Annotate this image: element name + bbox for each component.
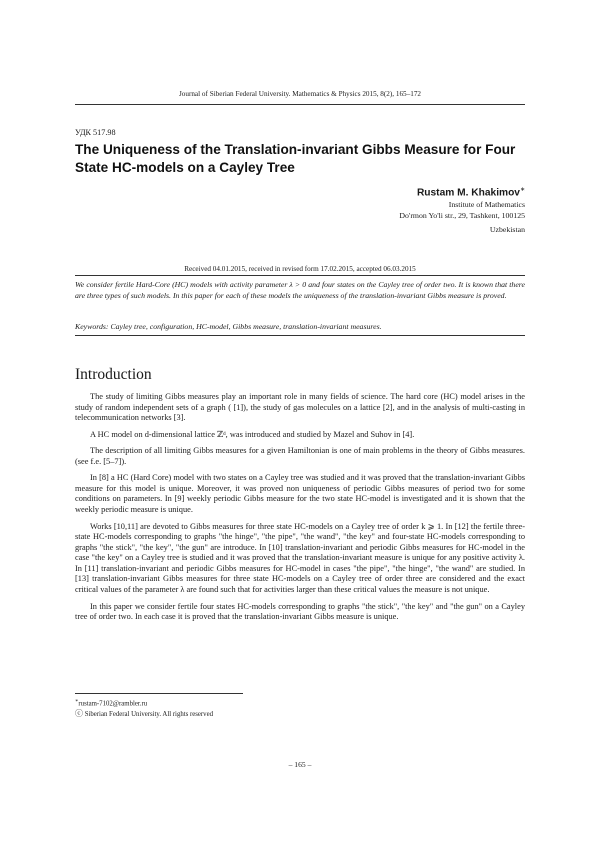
paragraph: In [8] a HC (Hard Core) model with two states on a Cayley tree was studied and it was proved that the translation-invariant Gibbs measure for this model is unique. Moreover, it was proved non uniqueness of periodic Gibbs measures of period two for some conditions on parameters. In [9] weekly periodic Gibbs measure for the two state HC-model is investigated and it is shown that the weekly periodic measure is unique. [75,473,525,515]
copyright-icon: ⓒ [75,709,83,719]
received-dates: Received 04.01.2015, received in revised form 17.02.2015, accepted 06.03.2015 [184,265,416,273]
journal-header: Journal of Siberian Federal University. Mathematics & Physics 2015, 8(2), 165–172 [178,90,422,98]
section-title: Introduction [75,366,152,383]
paragraph: The description of all limiting Gibbs measures for a given Hamiltonian is one of main problems in the theory of Gibbs measures. (see f.e. [5–7]). [75,446,525,466]
footnote-rule [75,693,243,694]
abstract: We consider fertile Hard-Core (HC) models with activity parameter λ > 0 and four states on the Cayley tree of order two. It is known that there are three types of such models. In this paper for each of these models the uniqueness of the translation-invariant Gibbs measure is proved. [75,280,525,301]
header-rule [75,104,525,105]
paragraph: The study of limiting Gibbs measures play an important role in many fields of science. The hard core (HC) model arises in the study of random independent sets of a graph ( [1]), the study of gas molecules on a lattice [2], and in the analysis of multi-casting in telecommunication networks [3]. [75,392,525,423]
footnotes [75,697,213,720]
paragraph: A HC model on d-dimensional lattice ℤᵈ, was introduced and studied by Mazel and Suhov in [4]. [90,429,415,439]
author-country: Uzbekistan [489,225,525,235]
body-text [75,392,525,629]
author-email: rustam-7102@rambler.ru [78,700,148,708]
page-number: – 165 – [288,760,312,769]
abstract-bottom-rule [75,335,525,336]
email-footnote [75,697,213,709]
author-name: Rustam M. Khakimov [416,187,520,199]
paragraph: In this paper we consider fertile four states HC-models corresponding to graphs "the stick", "the key" and "the gun" on a Cayley tree of order two. In each case it is proved that the translation-invariant Gibbs measure is unique. [75,601,525,622]
email-footnote-marker: ∗ [75,699,79,704]
paper-title: The Uniqueness of the Translation-invariant Gibbs Measure for Four State HC-models on a Cayley Tree [75,142,516,175]
abstract-top-rule [75,275,525,276]
udk-code: УДК 517.98 [75,128,116,137]
author-name-line [399,184,525,199]
author-block [399,184,525,235]
author-address: Do'rmon Yo'li str., 29, Tashkent, 100125 [399,211,525,221]
paragraph: Works [10,11] are devoted to Gibbs measures for three state HC-models on a Cayley tree of order k ⩾ 1. In [12] the fertile three-state HC-models corresponding to graphs "the hinge", "the pipe", "the wand", "the key" and four-state HC-models corresponding to graphs "the stick", "the key", "the gun" are introduce. In [10] translation-invariant and periodic Gibbs measures for HC-model in the case "the key" on a Cayley tree is studied and it was proved that the translation-invariant measure is unique for any positive activity λ. In [11] translation-invariant and periodic Gibbs measures for HC-model in cases "the pipe", "the hinge", "the wand" are studied. In [13] translation-invariant Gibbs measures for three state HC-models on a Cayley tree of order three are considered and the exact critical values of the parameter λ are found such that for activities larger than these critical values the measure is not unique. [75,521,525,595]
copyright-footnote [75,709,213,720]
copyright-text: Siberian Federal University. All rights reserved [84,711,213,719]
author-affiliation: Institute of Mathematics [448,200,525,210]
keywords: Keywords: Cayley tree, configuration, HC-model, Gibbs measure, translation-invariant measures. [75,322,382,331]
author-footnote-marker: ∗ [519,187,525,193]
